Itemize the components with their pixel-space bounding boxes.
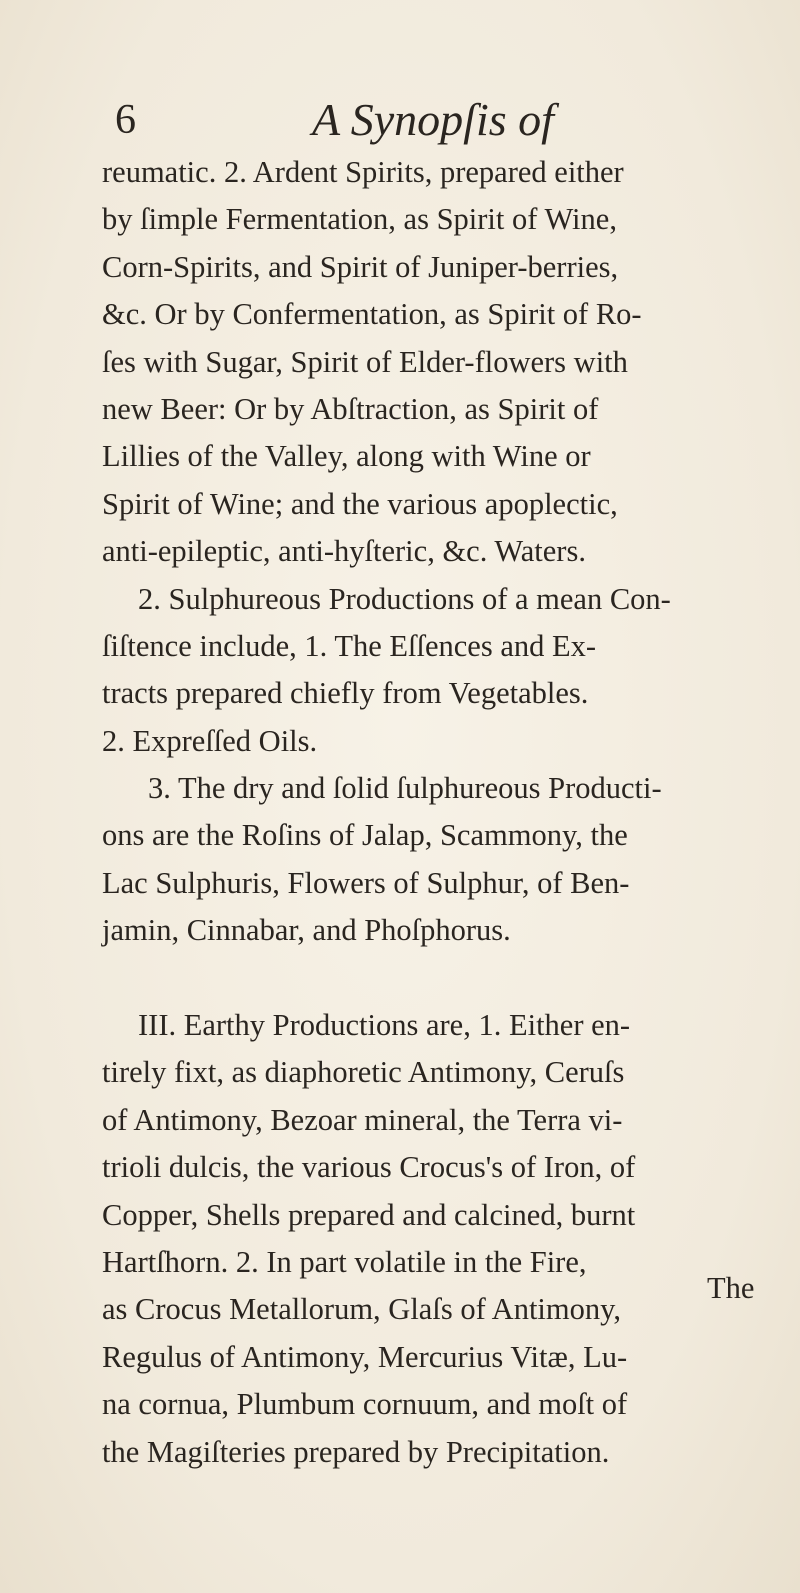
page-number: 6	[115, 97, 136, 143]
paragraph-gap	[102, 955, 792, 1002]
text-line: ſiſtence include, 1. The Eſſences and Ex-	[102, 628, 597, 663]
text-line: Lac Sulphuris, Flowers of Sulphur, of Ben-	[102, 865, 630, 900]
catchword: The	[707, 1271, 755, 1305]
text-line: jamin, Cinnabar, and Phoſphorus.	[102, 913, 511, 948]
text-line: tracts prepared chiefly from Vegetables.	[102, 676, 589, 711]
text-line: Spirit of Wine; and the various apoplectic,	[102, 486, 618, 521]
text-line: trioli dulcis, the various Crocus's of Iron, of	[102, 1150, 636, 1185]
text-line: Copper, Shells prepared and calcined, burnt	[102, 1197, 636, 1232]
page-header	[115, 92, 755, 152]
text-line: 2. Expreſſed Oils.	[102, 723, 318, 758]
text-line: III. Earthy Productions are, 1. Either en-	[138, 1008, 631, 1043]
text-line: Regulus of Antimony, Mercurius Vitæ, Lu-	[102, 1339, 628, 1374]
text-line: tirely fixt, as diaphoretic Antimony, Ceruſs	[102, 1055, 625, 1090]
text-line: ons are the Roſins of Jalap, Scammony, the	[102, 818, 628, 853]
text-line: the Magiſteries prepared by Precipitation.	[102, 1434, 610, 1469]
text-line: as Crocus Metallorum, Glaſs of Antimony,	[102, 1292, 622, 1327]
text-line: 2. Sulphureous Productions of a mean Con-	[138, 581, 671, 616]
text-line: na cornua, Plumbum cornuum, and moſt of	[102, 1387, 628, 1422]
text-line: Hartſhorn. 2. In part volatile in the Fire,	[102, 1244, 587, 1279]
text-line: 3. The dry and ſolid ſulphureous Producti-	[148, 771, 662, 806]
running-title: A Synopſis of	[312, 94, 554, 145]
text-line: reumatic. 2. Ardent Spirits, prepared either	[102, 155, 624, 189]
text-line: new Beer: Or by Abſtraction, as Spirit of	[102, 391, 599, 426]
body-text	[102, 149, 792, 1476]
text-line: Lillies of the Valley, along with Wine or	[102, 439, 591, 474]
text-line: by ſimple Fermentation, as Spirit of Wine,	[102, 202, 617, 237]
text-line: ſes with Sugar, Spirit of Elder-flowers with	[102, 344, 628, 379]
text-line: anti-epileptic, anti-hyſteric, &c. Waters.	[102, 534, 586, 569]
text-line: Corn-Spirits, and Spirit of Juniper-berries,	[102, 249, 619, 284]
text-line: of Antimony, Bezoar mineral, the Terra vi-	[102, 1102, 623, 1137]
text-line: &c. Or by Confermentation, as Spirit of Ro-	[102, 297, 642, 332]
